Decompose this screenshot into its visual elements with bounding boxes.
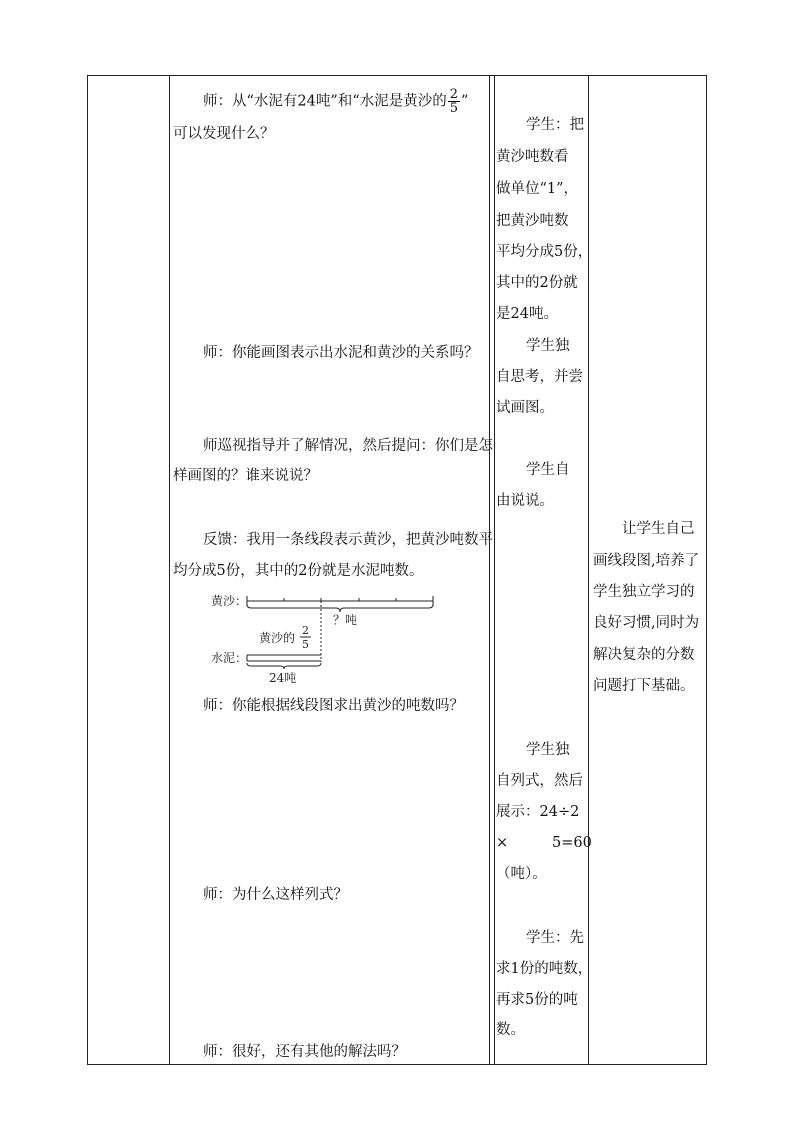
line-segment-diagram	[205, 590, 445, 690]
column-divider	[169, 76, 170, 1064]
student-answer-5-line: 再求5份的吨	[496, 992, 578, 1008]
fraction-denominator: 5	[302, 638, 309, 651]
question-text: 师：从“水泥有24吨”和“水泥是黄沙的	[203, 93, 447, 110]
student-answer-1-line: 其中的2份就	[496, 275, 578, 291]
student-answer-1-line: 黄沙吨数看	[496, 149, 569, 165]
student-answer-2-line: 试画图。	[496, 400, 554, 416]
student-answer-5-line: 求1份的吨数，	[496, 961, 593, 977]
teacher-question-3-line2: 样画图的？谁来说说？	[173, 468, 318, 484]
huangsha-label: 黄沙：	[211, 594, 248, 608]
student-answer-3-line: 学生自	[526, 462, 570, 478]
teacher-question-3-line1: 师巡视指导并了解情况，然后提问：你们是怎	[203, 438, 493, 454]
teacher-question-5: 师：你能根据线段图求出黄沙的吨数吗？	[203, 698, 464, 714]
column-divider	[489, 76, 490, 1064]
student-answer-4-line: 自列式，然后	[496, 773, 583, 789]
fraction-prefix: 黄沙的	[259, 631, 296, 645]
student-answer-2-line: 学生独	[526, 338, 570, 354]
student-answer-3-line: 由说说。	[496, 493, 554, 509]
teacher-question-2: 师：你能画图表示出水泥和黄沙的关系吗？	[203, 345, 479, 361]
column-divider	[588, 76, 589, 1064]
student-answer-4-line: （吨）。	[496, 866, 547, 882]
shuini-brace	[247, 663, 321, 669]
total-brace	[247, 604, 433, 612]
student-answer-1-line: 平均分成5份，	[496, 244, 593, 260]
teacher-question-1: 师：从“水泥有24吨”和“水泥是黄沙的 $\frac{2}{5}$ ”	[203, 87, 469, 116]
shuini-label: 水泥：	[211, 651, 248, 665]
student-answer-1-line: 学生：把	[526, 117, 584, 133]
student-answer-4-line: 展示：24÷2	[496, 804, 580, 820]
student-answer-4-line: 学生独	[526, 742, 570, 758]
teacher-question-1-line2: 可以发现什么？	[173, 126, 275, 142]
shuini-value: 24吨	[269, 671, 297, 685]
teacher-question-7: 师：很好，还有其他的解法吗？	[203, 1044, 406, 1060]
student-answer-5-line: 学生：先	[526, 930, 584, 946]
design-intent-line: 让学生自己	[622, 521, 695, 537]
teacher-feedback-line2: 均分成5份，其中的2份就是水泥吨数。	[173, 563, 424, 579]
unknown-total-label: ？吨	[333, 613, 358, 627]
student-answer-5-line: 数。	[496, 1022, 525, 1038]
student-answer-1-line: 做单位“1”，	[496, 181, 579, 197]
fraction: $\frac{2}{5}$	[449, 87, 458, 116]
design-intent-line: 问题打下基础。	[593, 678, 695, 694]
design-intent-line: 学生独立学习的	[593, 584, 695, 600]
teacher-feedback-line1: 反馈：我用一条线段表示黄沙，把黄沙吨数平	[203, 532, 493, 548]
teacher-question-6: 师：为什么这样列式？	[203, 887, 348, 903]
student-answer-1-line: 是24吨。	[496, 306, 558, 322]
design-intent-line: 解决复杂的分数	[593, 647, 695, 663]
design-intent-line: 良好习惯,同时为	[593, 615, 700, 631]
fraction-numerator: 2	[302, 624, 309, 637]
student-answer-4-line: 5=60	[552, 835, 592, 851]
student-answer-2-line: 自思考，并尝	[496, 369, 583, 385]
student-answer-4-line: ×	[496, 835, 509, 851]
column-divider	[494, 76, 495, 1064]
design-intent-line: 画线段图,培养了	[593, 553, 700, 569]
student-answer-1-line: 把黄沙吨数	[496, 213, 569, 229]
